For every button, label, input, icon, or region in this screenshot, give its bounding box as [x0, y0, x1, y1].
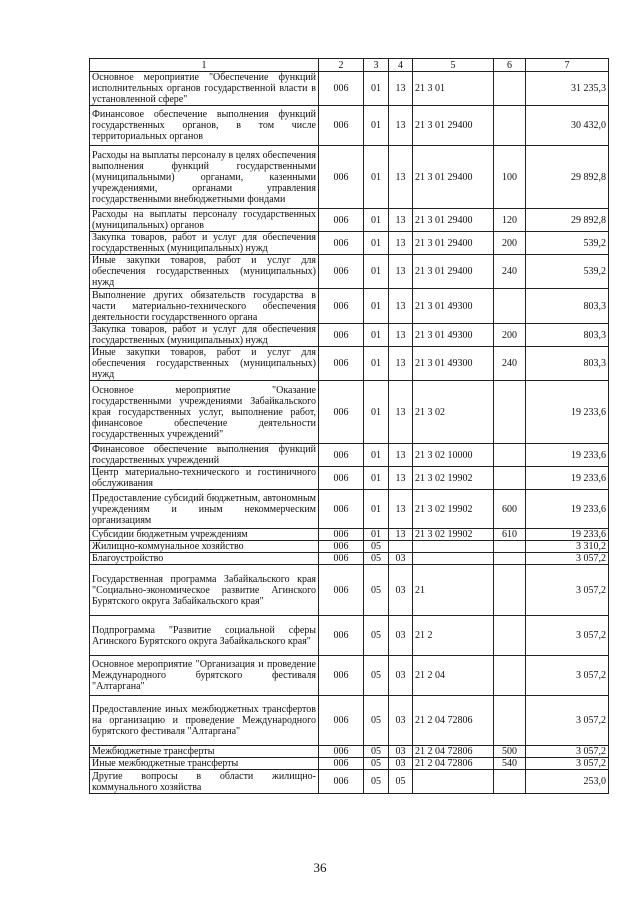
row-name: Подпрограмма "Развитие социальной сферы Агинского Бурятского округа Забайкальского края" — [90, 616, 319, 656]
table-row — [90, 696, 609, 746]
table-row — [90, 490, 609, 529]
row-pr: 13 — [389, 232, 413, 255]
row-name: Иные закупки товаров, работ и услуг для обеспечения государственных (муниципальных) нужд — [90, 255, 319, 289]
row-pr: 13 — [389, 529, 413, 541]
row-rz: 05 — [364, 656, 389, 696]
table-body — [90, 72, 609, 794]
row-csr: 21 3 02 19902 — [413, 467, 494, 490]
table-row — [90, 324, 609, 347]
row-pr: 03 — [389, 696, 413, 746]
row-pr: 13 — [389, 381, 413, 444]
row-vr: 540 — [494, 758, 526, 770]
row-pr: 03 — [389, 656, 413, 696]
row-ved: 006 — [319, 616, 364, 656]
row-sum: 3 057,2 — [526, 656, 609, 696]
row-ved: 006 — [319, 72, 364, 106]
row-name: Закупка товаров, работ и услуг для обеспечения государственных (муниципальных) нужд — [90, 232, 319, 255]
row-rz: 01 — [364, 381, 389, 444]
row-name: Иные закупки товаров, работ и услуг для обеспечения государственных (муниципальных) нужд — [90, 347, 319, 381]
row-sum: 3 057,2 — [526, 696, 609, 746]
row-ved: 006 — [319, 255, 364, 289]
row-rz: 05 — [364, 616, 389, 656]
row-rz: 01 — [364, 490, 389, 529]
row-pr: 13 — [389, 467, 413, 490]
row-pr: 03 — [389, 758, 413, 770]
row-ved: 006 — [319, 656, 364, 696]
row-name: Основное мероприятие "Обеспечение функций исполнительных органов государственной власти в установленной сфере" — [90, 72, 319, 106]
budget-table — [89, 58, 609, 794]
row-vr — [494, 553, 526, 565]
row-csr: 21 3 02 — [413, 381, 494, 444]
row-vr: 500 — [494, 746, 526, 758]
row-pr: 03 — [389, 616, 413, 656]
column-header-sum: 7 — [526, 59, 609, 72]
row-csr: 21 3 02 19902 — [413, 490, 494, 529]
row-sum: 19 233,6 — [526, 529, 609, 541]
row-csr: 21 3 01 29400 — [413, 209, 494, 232]
row-csr: 21 3 01 29400 — [413, 255, 494, 289]
row-name: Расходы на выплаты персоналу в целях обеспечения выполнения функций государственными (муниципальными) органами, казенными учреждениями, органами управления государственными внебюджетными фондами — [90, 146, 319, 209]
row-sum: 253,0 — [526, 770, 609, 794]
row-ved: 006 — [319, 553, 364, 565]
row-rz: 01 — [364, 232, 389, 255]
column-header-vr: 6 — [494, 59, 526, 72]
row-sum: 19 233,6 — [526, 467, 609, 490]
row-vr: 240 — [494, 255, 526, 289]
row-ved: 006 — [319, 106, 364, 146]
row-name: Предоставление иных межбюджетных трансфертов на организацию и проведение Международного бурятского фестиваля "Алтаргана" — [90, 696, 319, 746]
row-pr: 03 — [389, 553, 413, 565]
table-row — [90, 529, 609, 541]
row-sum: 3 057,2 — [526, 758, 609, 770]
table-row — [90, 656, 609, 696]
row-ved: 006 — [319, 232, 364, 255]
row-ved: 006 — [319, 770, 364, 794]
row-vr: 120 — [494, 209, 526, 232]
row-csr: 21 3 02 19902 — [413, 529, 494, 541]
row-sum: 3 057,2 — [526, 553, 609, 565]
row-rz: 05 — [364, 758, 389, 770]
row-sum: 803,3 — [526, 324, 609, 347]
row-ved: 006 — [319, 746, 364, 758]
row-rz: 01 — [364, 146, 389, 209]
row-sum: 19 233,6 — [526, 490, 609, 529]
row-pr: 13 — [389, 444, 413, 467]
row-pr: 13 — [389, 209, 413, 232]
table-row — [90, 106, 609, 146]
row-ved: 006 — [319, 565, 364, 616]
row-ved: 006 — [319, 467, 364, 490]
row-pr: 13 — [389, 72, 413, 106]
row-ved: 006 — [319, 758, 364, 770]
row-ved: 006 — [319, 696, 364, 746]
table-row — [90, 209, 609, 232]
row-sum: 19 233,6 — [526, 381, 609, 444]
table-row — [90, 444, 609, 467]
table-row — [90, 72, 609, 106]
table-row — [90, 146, 609, 209]
row-csr: 21 2 04 72806 — [413, 758, 494, 770]
table-row — [90, 289, 609, 324]
row-csr — [413, 553, 494, 565]
row-sum: 19 233,6 — [526, 444, 609, 467]
row-vr — [494, 656, 526, 696]
table-header-row — [90, 59, 609, 72]
row-name: Выполнение других обязательств государства в части материально-технического обеспечения деятельности государственного органа — [90, 289, 319, 324]
table-row — [90, 347, 609, 381]
row-name: Основное мероприятие "Организация и проведение Международного бурятского фестиваля "Алтаргана" — [90, 656, 319, 696]
row-ved: 006 — [319, 381, 364, 444]
row-vr — [494, 444, 526, 467]
row-name: Финансовое обеспечение выполнения функций государственных учреждений — [90, 444, 319, 467]
table-row — [90, 758, 609, 770]
table-row — [90, 565, 609, 616]
row-ved: 006 — [319, 529, 364, 541]
row-rz: 05 — [364, 696, 389, 746]
table-row — [90, 553, 609, 565]
row-ved: 006 — [319, 209, 364, 232]
row-pr: 13 — [389, 324, 413, 347]
row-csr: 21 2 04 — [413, 656, 494, 696]
row-rz: 01 — [364, 324, 389, 347]
row-csr: 21 3 01 29400 — [413, 106, 494, 146]
table-row — [90, 616, 609, 656]
row-name: Закупка товаров, работ и услуг для обеспечения государственных (муниципальных) нужд — [90, 324, 319, 347]
row-csr: 21 2 04 72806 — [413, 696, 494, 746]
table-row — [90, 255, 609, 289]
row-ved: 006 — [319, 444, 364, 467]
row-vr — [494, 467, 526, 490]
row-csr: 21 3 02 10000 — [413, 444, 494, 467]
row-csr: 21 3 01 29400 — [413, 232, 494, 255]
row-pr — [389, 541, 413, 553]
row-sum: 3 057,2 — [526, 746, 609, 758]
table-row — [90, 381, 609, 444]
row-csr: 21 3 01 49300 — [413, 347, 494, 381]
row-name: Благоустройство — [90, 553, 319, 565]
row-name: Центр материально-технического и гостиничного обслуживания — [90, 467, 319, 490]
row-csr: 21 3 01 29400 — [413, 146, 494, 209]
row-sum: 3 057,2 — [526, 616, 609, 656]
row-name: Расходы на выплаты персоналу государственных (муниципальных) органов — [90, 209, 319, 232]
row-pr: 13 — [389, 490, 413, 529]
row-sum: 30 432,0 — [526, 106, 609, 146]
row-sum: 539,2 — [526, 255, 609, 289]
column-header-csr: 5 — [413, 59, 494, 72]
row-csr: 21 3 01 — [413, 72, 494, 106]
row-ved: 006 — [319, 289, 364, 324]
table-row — [90, 541, 609, 553]
row-name: Государственная программа Забайкальского края "Социально-экономическое развитие Агинского Бурятского округа Забайкальского края" — [90, 565, 319, 616]
row-vr — [494, 770, 526, 794]
row-vr — [494, 289, 526, 324]
row-csr: 21 2 — [413, 616, 494, 656]
row-pr: 13 — [389, 289, 413, 324]
row-rz: 01 — [364, 347, 389, 381]
table-row — [90, 770, 609, 794]
column-header-ved: 2 — [319, 59, 364, 72]
row-name: Межбюджетные трансферты — [90, 746, 319, 758]
page-number: 36 — [313, 860, 327, 875]
row-rz: 01 — [364, 444, 389, 467]
row-rz: 01 — [364, 106, 389, 146]
row-sum: 31 235,3 — [526, 72, 609, 106]
row-csr: 21 3 01 49300 — [413, 289, 494, 324]
row-sum: 3 057,2 — [526, 565, 609, 616]
row-name: Жилищно-коммунальное хозяйство — [90, 541, 319, 553]
row-name: Субсидии бюджетным учреждениям — [90, 529, 319, 541]
row-vr: 610 — [494, 529, 526, 541]
row-sum: 3 310,2 — [526, 541, 609, 553]
row-ved: 006 — [319, 490, 364, 529]
row-ved: 006 — [319, 146, 364, 209]
row-rz: 05 — [364, 746, 389, 758]
row-sum: 803,3 — [526, 347, 609, 381]
row-ved: 006 — [319, 541, 364, 553]
row-csr — [413, 770, 494, 794]
row-vr — [494, 381, 526, 444]
row-vr: 600 — [494, 490, 526, 529]
row-sum: 29 892,8 — [526, 146, 609, 209]
column-header-name: 1 — [90, 59, 319, 72]
row-name: Другие вопросы в области жилищно-коммунального хозяйства — [90, 770, 319, 794]
row-ved: 006 — [319, 347, 364, 381]
row-vr — [494, 106, 526, 146]
row-pr: 13 — [389, 347, 413, 381]
row-vr: 240 — [494, 347, 526, 381]
row-vr — [494, 541, 526, 553]
row-pr: 13 — [389, 106, 413, 146]
row-vr — [494, 565, 526, 616]
row-pr: 03 — [389, 565, 413, 616]
row-sum: 29 892,8 — [526, 209, 609, 232]
row-rz: 01 — [364, 467, 389, 490]
row-vr — [494, 72, 526, 106]
row-rz: 01 — [364, 289, 389, 324]
row-rz: 01 — [364, 209, 389, 232]
table-row — [90, 746, 609, 758]
row-rz: 01 — [364, 255, 389, 289]
row-ved: 006 — [319, 324, 364, 347]
row-csr: 21 — [413, 565, 494, 616]
row-vr: 200 — [494, 232, 526, 255]
row-rz: 05 — [364, 553, 389, 565]
row-sum: 803,3 — [526, 289, 609, 324]
row-csr: 21 3 01 49300 — [413, 324, 494, 347]
column-header-rz: 3 — [364, 59, 389, 72]
row-rz: 05 — [364, 541, 389, 553]
row-pr: 03 — [389, 746, 413, 758]
row-pr: 05 — [389, 770, 413, 794]
row-rz: 05 — [364, 565, 389, 616]
row-rz: 05 — [364, 770, 389, 794]
row-sum: 539,2 — [526, 232, 609, 255]
row-csr — [413, 541, 494, 553]
row-vr — [494, 616, 526, 656]
table-row — [90, 232, 609, 255]
row-rz: 01 — [364, 72, 389, 106]
row-csr: 21 2 04 72806 — [413, 746, 494, 758]
row-rz: 01 — [364, 529, 389, 541]
row-vr: 100 — [494, 146, 526, 209]
row-name: Иные межбюджетные трансферты — [90, 758, 319, 770]
row-vr — [494, 696, 526, 746]
table-row — [90, 467, 609, 490]
row-name: Финансовое обеспечение выполнения функций государственных органов, в том числе территориальных органов — [90, 106, 319, 146]
row-pr: 13 — [389, 255, 413, 289]
row-name: Предоставление субсидий бюджетным, автономным учреждениям и иным некоммерческим организациям — [90, 490, 319, 529]
row-vr: 200 — [494, 324, 526, 347]
row-pr: 13 — [389, 146, 413, 209]
row-name: Основное мероприятие "Оказание государственными учреждениями Забайкальского края государственных услуг, выполнение работ, финансовое обеспечение деятельности государственных учреждений" — [90, 381, 319, 444]
column-header-pr: 4 — [389, 59, 413, 72]
